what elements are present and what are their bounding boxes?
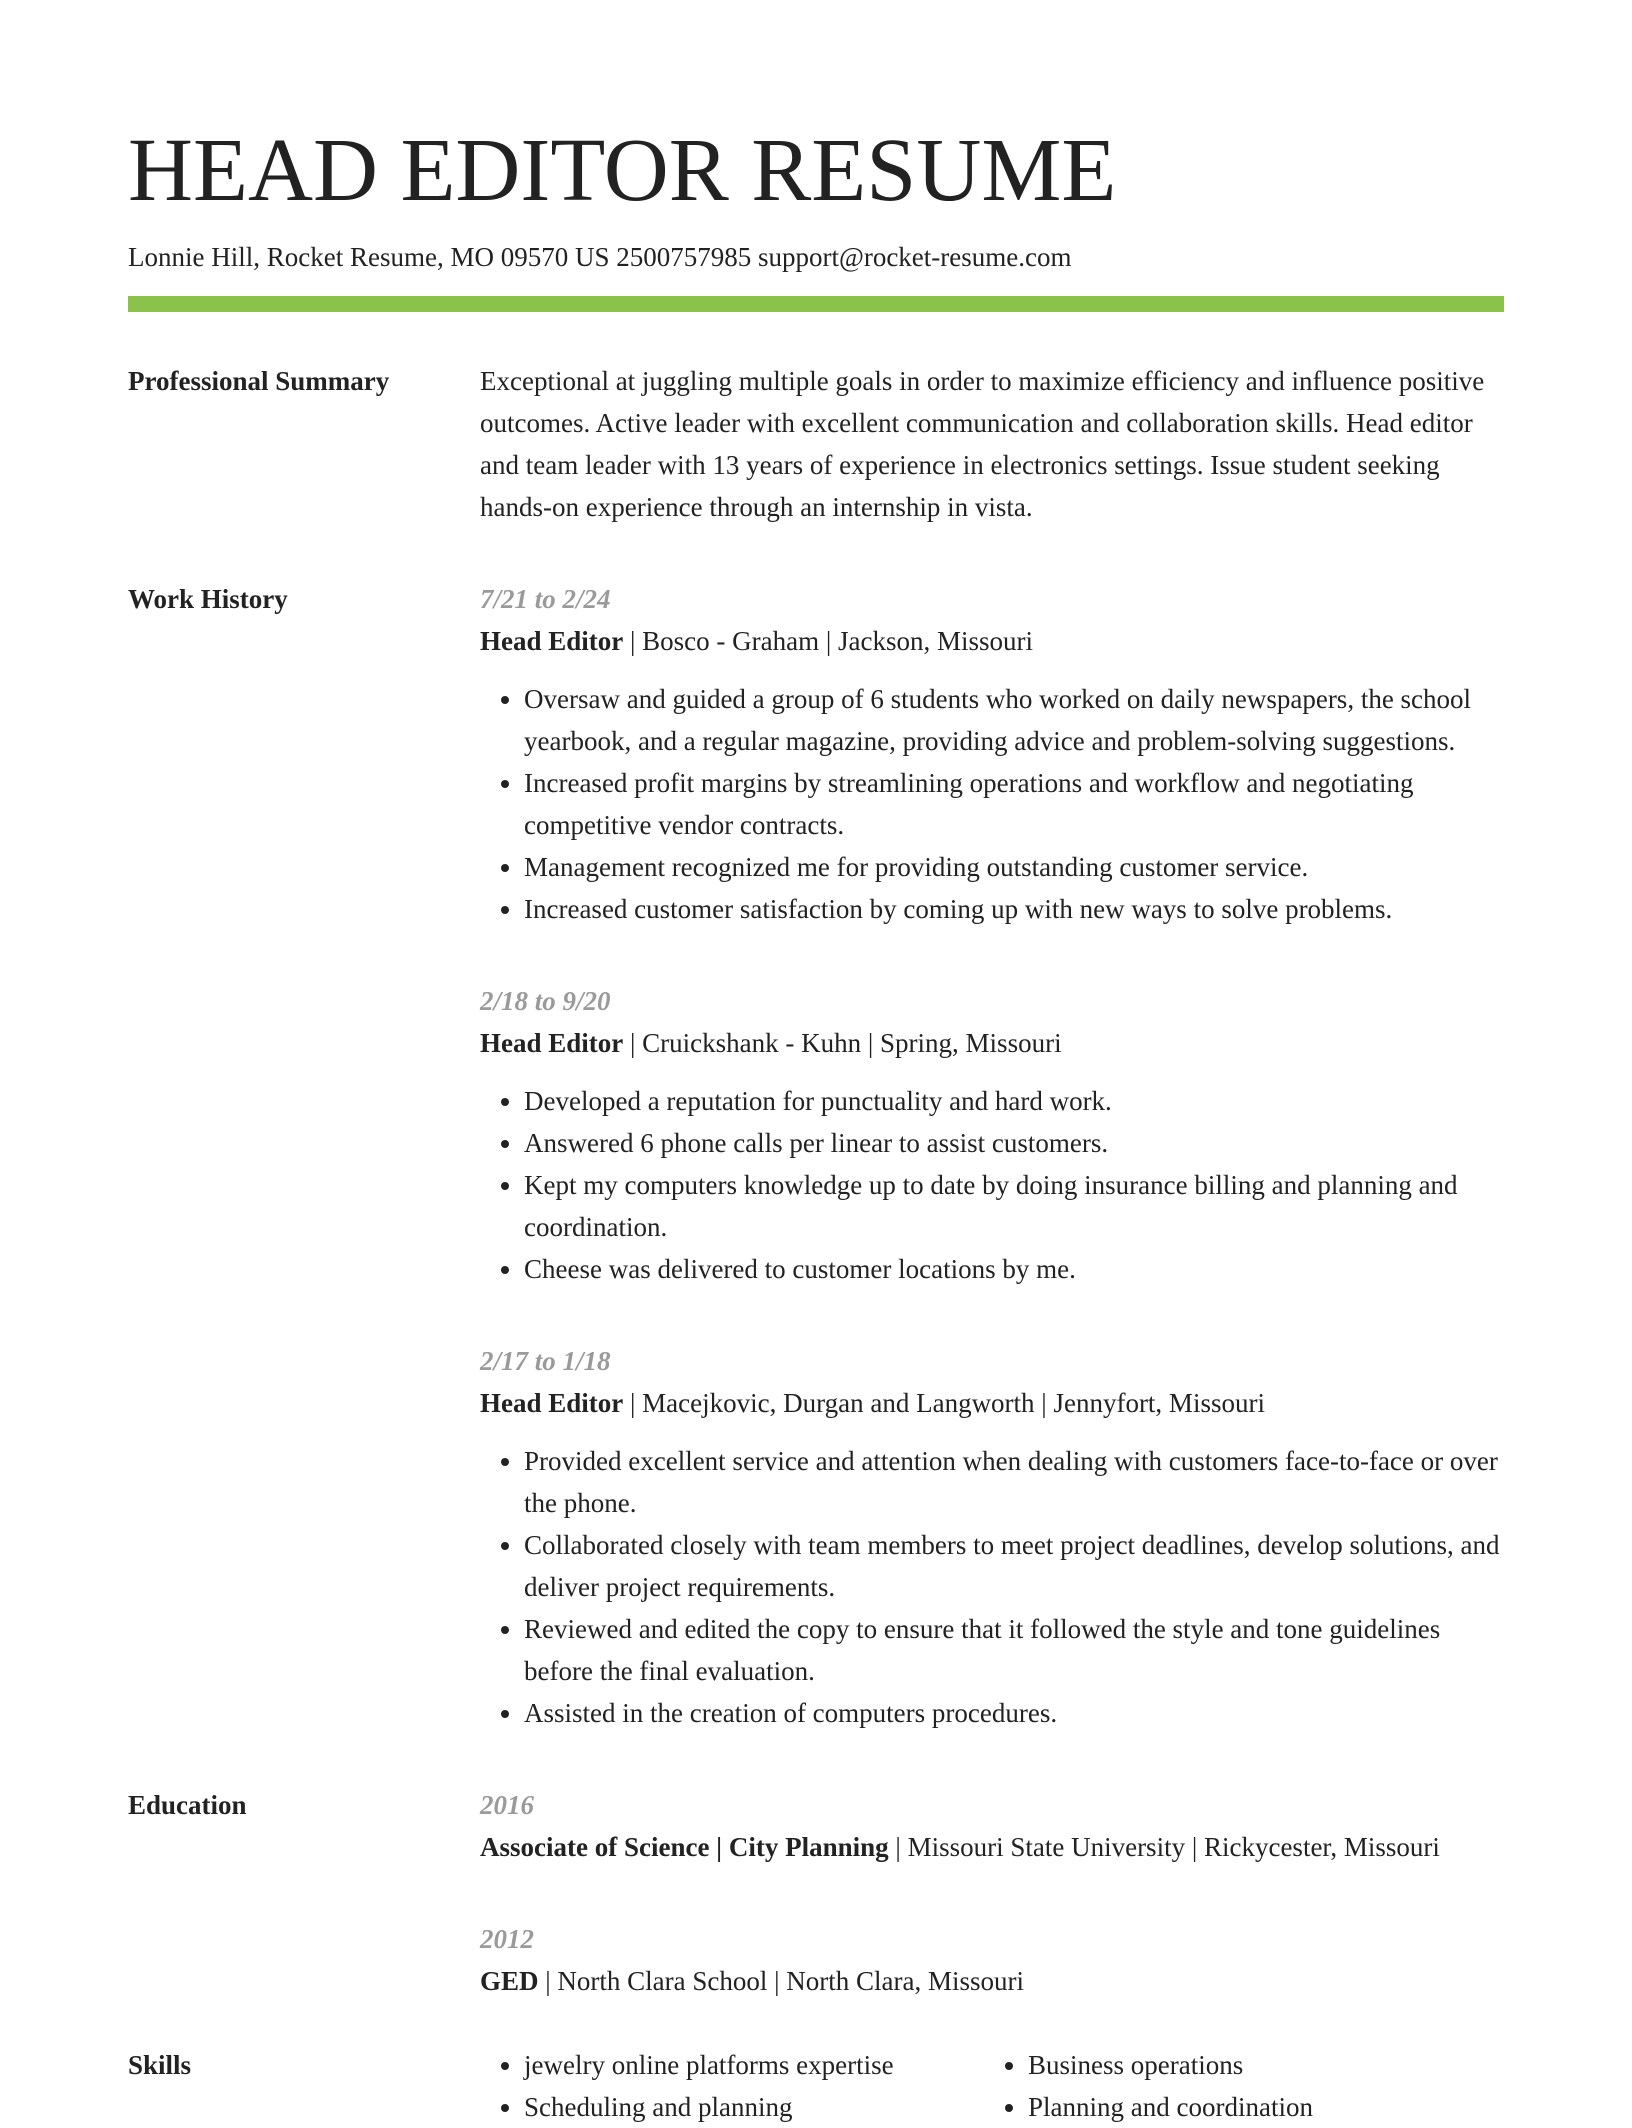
list-item: • Planning and coordination xyxy=(1028,2086,1488,2128)
list-item: • Increased customer satisfaction by coming up with new ways to solve problems. xyxy=(524,888,1504,930)
education-section xyxy=(128,1784,1504,2002)
education-details: | Missouri State University | Rickycester, Missouri xyxy=(888,1832,1440,1862)
education-entry xyxy=(480,1784,1504,1868)
job-entry xyxy=(480,578,1504,930)
job-dates: 2/18 to 9/20 xyxy=(480,986,611,1016)
list-item: • Assisted in the creation of computers procedures. xyxy=(524,1692,1504,1734)
job-role-line xyxy=(480,1382,1504,1424)
list-item: • Scheduling and planning xyxy=(524,2086,984,2128)
job-bullets xyxy=(480,678,1504,930)
education-entry xyxy=(480,1918,1504,2002)
work-history-section xyxy=(128,578,1504,1734)
skills-section xyxy=(128,2044,1504,2128)
list-item: • Business operations xyxy=(1028,2044,1488,2086)
section-body xyxy=(480,578,1504,1734)
skills-column-2 xyxy=(984,2044,1488,2128)
section-heading: Education xyxy=(128,1790,247,1820)
education-degree: Associate of Science | City Planning xyxy=(480,1832,889,1862)
job-dates: 7/21 to 2/24 xyxy=(480,584,611,614)
resume-title: HEAD EDITOR RESUME xyxy=(128,121,1117,220)
job-title: Head Editor xyxy=(480,626,624,656)
skills-columns xyxy=(480,2044,1504,2128)
list-item: • Cheese was delivered to customer locations by me. xyxy=(524,1248,1504,1290)
education-year: 2012 xyxy=(480,1924,534,1954)
education-details: | North Clara School | North Clara, Missouri xyxy=(538,1966,1025,1996)
education-year: 2016 xyxy=(480,1790,534,1820)
job-details: | Cruickshank - Kuhn | Spring, Missouri xyxy=(623,1028,1062,1058)
job-title: Head Editor xyxy=(480,1388,624,1418)
summary-section xyxy=(128,360,1504,528)
job-details: | Bosco - Graham | Jackson, Missouri xyxy=(623,626,1034,656)
list-item: • Kept my computers knowledge up to date by doing insurance billing and planning and coordination. xyxy=(524,1164,1504,1248)
job-role-line xyxy=(480,620,1504,662)
job-title: Head Editor xyxy=(480,1028,624,1058)
section-heading: Skills xyxy=(128,2050,192,2080)
accent-divider xyxy=(128,296,1504,312)
job-entry xyxy=(480,980,1504,1290)
list-item: • Collaborated closely with team members to meet project deadlines, develop solutions, and deliver project requirements. xyxy=(524,1524,1504,1608)
list-item: • Developed a reputation for punctuality and hard work. xyxy=(524,1080,1504,1122)
education-degree: GED xyxy=(480,1966,539,1996)
list-item: • Oversaw and guided a group of 6 students who worked on daily newspapers, the school yearbook, and a regular magazine, providing advice and problem-solving suggestions. xyxy=(524,678,1504,762)
contact-line: Lonnie Hill, Rocket Resume, MO 09570 US 2500757985 support@rocket-resume.com xyxy=(128,242,1072,272)
job-dates: 2/17 to 1/18 xyxy=(480,1346,611,1376)
section-body xyxy=(480,1784,1504,2002)
job-details: | Macejkovic, Durgan and Langworth | Jennyfort, Missouri xyxy=(623,1388,1265,1418)
section-heading: Professional Summary xyxy=(128,366,390,396)
list-item: • Increased profit margins by streamlining operations and workflow and negotiating competitive vendor contracts. xyxy=(524,762,1504,846)
job-bullets xyxy=(480,1080,1504,1290)
list-item: • Provided excellent service and attention when dealing with customers face-to-face or over the phone. xyxy=(524,1440,1504,1524)
education-line xyxy=(480,1960,1504,2002)
list-item: • Answered 6 phone calls per linear to assist customers. xyxy=(524,1122,1504,1164)
education-line xyxy=(480,1826,1504,1868)
job-entry xyxy=(480,1340,1504,1734)
section-body xyxy=(480,360,1504,528)
job-bullets xyxy=(480,1440,1504,1734)
section-heading: Work History xyxy=(128,584,288,614)
job-role-line xyxy=(480,1022,1504,1064)
summary-text: Exceptional at juggling multiple goals in order to maximize efficiency and influence positive outcomes. Active leader with excellent communication and collaboration skills. Head editor and team leader with 13 years of experience in electronics settings. Issue student seeking hands-on experience through an internship in vista. xyxy=(480,366,1485,522)
skills-column-1 xyxy=(480,2044,984,2128)
list-item: • Reviewed and edited the copy to ensure that it followed the style and tone guidelines before the final evaluation. xyxy=(524,1608,1504,1692)
list-item: • Management recognized me for providing outstanding customer service. xyxy=(524,846,1504,888)
list-item: • jewelry online platforms expertise xyxy=(524,2044,984,2086)
